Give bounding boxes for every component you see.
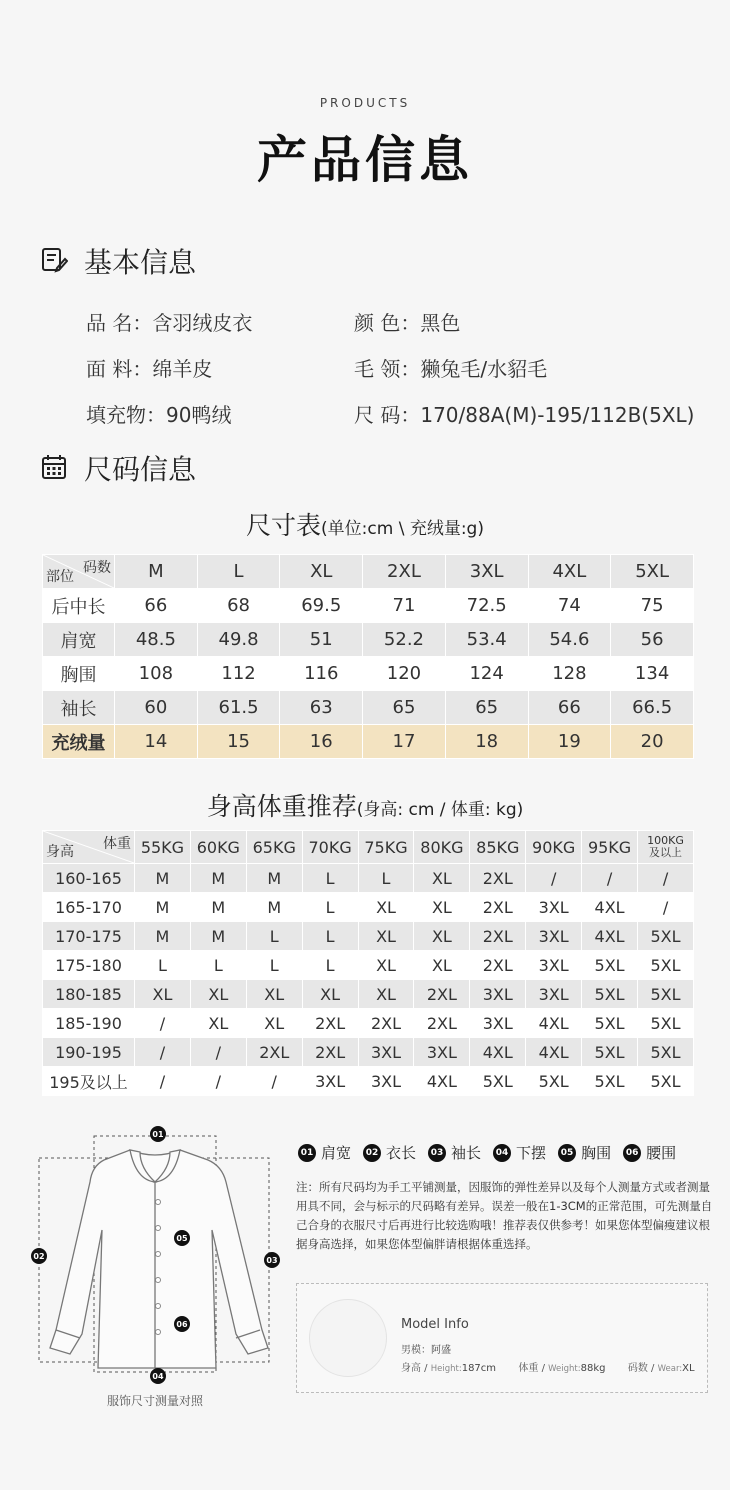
size-header-cell: 4XL bbox=[528, 555, 611, 589]
number-badge: 05 bbox=[558, 1144, 576, 1162]
table-cell: XL bbox=[358, 893, 414, 922]
legend-item bbox=[558, 1142, 611, 1163]
size-header-cell: 5XL bbox=[611, 555, 694, 589]
table-cell: M bbox=[190, 893, 246, 922]
marker-label: 04 bbox=[152, 1372, 164, 1381]
table-cell: 5XL bbox=[582, 1038, 638, 1067]
table-cell: 116 bbox=[280, 657, 363, 691]
table-cell: 66.5 bbox=[611, 691, 694, 725]
table-cell: 4XL bbox=[526, 1038, 582, 1067]
height-label: 195及以上 bbox=[43, 1067, 135, 1096]
corner-top-label: 码数 bbox=[83, 560, 111, 576]
info-value: 绵羊皮 bbox=[152, 357, 213, 381]
table-cell: 15 bbox=[197, 725, 280, 759]
info-row-name bbox=[86, 307, 252, 336]
legend-label: 胸围 bbox=[581, 1144, 612, 1162]
height-label: 180-185 bbox=[43, 980, 135, 1009]
number-badge: 03 bbox=[428, 1144, 446, 1162]
info-value: 90鸭绒 bbox=[166, 403, 232, 427]
table-cell: 14 bbox=[115, 725, 198, 759]
marker-label: 02 bbox=[33, 1252, 45, 1261]
table-cell: L bbox=[302, 864, 358, 893]
table-row bbox=[43, 864, 694, 893]
table-cell: XL bbox=[190, 980, 246, 1009]
size-chart-heading bbox=[0, 506, 730, 542]
table-cell: 5XL bbox=[638, 1009, 694, 1038]
page-title: 产品信息 bbox=[257, 131, 473, 189]
table-cell: 4XL bbox=[414, 1067, 470, 1096]
table-cell: 16 bbox=[280, 725, 363, 759]
info-label: 品 名： bbox=[86, 311, 153, 335]
table-cell: L bbox=[190, 951, 246, 980]
table-cell: 124 bbox=[445, 657, 528, 691]
table-cell: 66 bbox=[115, 589, 198, 623]
height-label: 170-175 bbox=[43, 922, 135, 951]
table-cell: XL bbox=[358, 922, 414, 951]
table-cell: 3XL bbox=[470, 1009, 526, 1038]
model-weight-label: 体重 / bbox=[518, 1363, 549, 1374]
table-cell: 2XL bbox=[470, 922, 526, 951]
legend-item bbox=[493, 1142, 546, 1163]
table-cell: 65 bbox=[363, 691, 446, 725]
model-wear-en: Wear: bbox=[657, 1364, 683, 1374]
table-cell: 3XL bbox=[470, 980, 526, 1009]
table-row bbox=[43, 691, 694, 725]
table-cell: 2XL bbox=[470, 951, 526, 980]
number-badge: 06 bbox=[623, 1144, 641, 1162]
table-cell: XL bbox=[414, 922, 470, 951]
table-row bbox=[43, 1067, 694, 1096]
table-cell: XL bbox=[414, 864, 470, 893]
document-edit-icon bbox=[40, 246, 68, 274]
calendar-grid-icon bbox=[40, 453, 68, 481]
table-cell: 5XL bbox=[638, 922, 694, 951]
info-row-fabric bbox=[86, 353, 212, 382]
weight-header-cell: 60KG bbox=[190, 831, 246, 864]
table-cell: XL bbox=[135, 980, 191, 1009]
recommend-header-row bbox=[43, 831, 694, 864]
table-cell: 5XL bbox=[526, 1067, 582, 1096]
table-cell: XL bbox=[246, 1009, 302, 1038]
legend-item bbox=[363, 1142, 416, 1163]
weight-header-cell: 90KG bbox=[526, 831, 582, 864]
table-cell: 52.2 bbox=[363, 623, 446, 657]
legend-item bbox=[428, 1142, 481, 1163]
table-cell: 63 bbox=[280, 691, 363, 725]
table-cell: L bbox=[246, 951, 302, 980]
info-value: 170/88A(M)-195/112B(5XL) bbox=[420, 403, 695, 427]
marker-label: 05 bbox=[176, 1234, 188, 1243]
model-wear: XL bbox=[682, 1363, 695, 1374]
table-row bbox=[43, 951, 694, 980]
weight-header-cell: 95KG bbox=[582, 831, 638, 864]
table-cell: XL bbox=[358, 980, 414, 1009]
table-cell: 5XL bbox=[638, 951, 694, 980]
row-label: 肩宽 bbox=[43, 623, 115, 657]
garment-measurement-diagram bbox=[20, 1120, 290, 1400]
model-wear-label: 码数 / bbox=[627, 1363, 658, 1374]
table-cell: 49.8 bbox=[197, 623, 280, 657]
weight-header-cell: 65KG bbox=[246, 831, 302, 864]
basic-info-title: 基本信息 bbox=[84, 246, 197, 279]
table-cell: 2XL bbox=[414, 980, 470, 1009]
weight-header-cell: 55KG bbox=[135, 831, 191, 864]
table-cell: 56 bbox=[611, 623, 694, 657]
size-info-title: 尺码信息 bbox=[84, 453, 197, 486]
table-cell: M bbox=[190, 864, 246, 893]
table-cell: 68 bbox=[197, 589, 280, 623]
info-value: 含羽绒皮衣 bbox=[152, 311, 253, 335]
model-height-en: Height: bbox=[430, 1364, 462, 1374]
corner-bottom-label: 部位 bbox=[46, 569, 74, 585]
table-cell: 5XL bbox=[470, 1067, 526, 1096]
height-label: 185-190 bbox=[43, 1009, 135, 1038]
table-cell: 3XL bbox=[526, 922, 582, 951]
model-stats-line bbox=[401, 1359, 695, 1374]
table-cell: 61.5 bbox=[197, 691, 280, 725]
model-name-label: 男模： bbox=[401, 1345, 431, 1356]
table-cell: 72.5 bbox=[445, 589, 528, 623]
weight-header-cell: 80KG bbox=[414, 831, 470, 864]
table-cell: 128 bbox=[528, 657, 611, 691]
table-cell: 2XL bbox=[358, 1009, 414, 1038]
info-row-size bbox=[354, 399, 694, 428]
info-row-color bbox=[354, 307, 460, 336]
table-cell: 71 bbox=[363, 589, 446, 623]
size-chart-unit: (单位:cm \ 充绒量:g) bbox=[321, 519, 484, 539]
legend-item bbox=[298, 1142, 351, 1163]
table-cell: 5XL bbox=[638, 1038, 694, 1067]
recommend-title: 身高体重推荐 bbox=[206, 792, 357, 821]
table-cell: 5XL bbox=[582, 951, 638, 980]
table-cell: / bbox=[638, 893, 694, 922]
table-cell: 2XL bbox=[470, 893, 526, 922]
recommend-heading bbox=[0, 787, 730, 823]
table-cell: L bbox=[302, 893, 358, 922]
info-label: 填充物： bbox=[86, 403, 166, 427]
table-cell: 53.4 bbox=[445, 623, 528, 657]
height-label: 165-170 bbox=[43, 893, 135, 922]
weight-header-line2: 及以上 bbox=[649, 846, 682, 859]
number-badge: 04 bbox=[493, 1144, 511, 1162]
model-name-line bbox=[401, 1341, 451, 1356]
model-info-card bbox=[296, 1283, 708, 1393]
shirt-illustration bbox=[20, 1120, 290, 1400]
table-cell: 3XL bbox=[414, 1038, 470, 1067]
table-cell: / bbox=[638, 864, 694, 893]
table-cell: M bbox=[135, 864, 191, 893]
table-row bbox=[43, 922, 694, 951]
legend-label: 衣长 bbox=[386, 1144, 417, 1162]
size-chart-title: 尺寸表 bbox=[246, 511, 322, 540]
table-cell: 5XL bbox=[582, 1009, 638, 1038]
info-row-filling bbox=[86, 399, 231, 428]
table-cell: L bbox=[358, 864, 414, 893]
table-cell: 2XL bbox=[302, 1009, 358, 1038]
model-height-label: 身高 / bbox=[401, 1363, 431, 1374]
table-cell: L bbox=[246, 922, 302, 951]
info-label: 毛 领： bbox=[354, 357, 421, 381]
legend-label: 袖长 bbox=[451, 1144, 482, 1162]
marker-label: 06 bbox=[176, 1320, 188, 1329]
legend-label: 下摆 bbox=[516, 1144, 547, 1162]
info-label: 颜 色： bbox=[354, 311, 421, 335]
table-cell: 65 bbox=[445, 691, 528, 725]
table-cell: 75 bbox=[611, 589, 694, 623]
table-cell: / bbox=[135, 1038, 191, 1067]
table-row bbox=[43, 893, 694, 922]
table-cell: / bbox=[246, 1067, 302, 1096]
row-label: 充绒量 bbox=[43, 725, 115, 759]
table-cell: 17 bbox=[363, 725, 446, 759]
table-row bbox=[43, 1038, 694, 1067]
marker-label: 03 bbox=[266, 1256, 278, 1265]
table-cell: 4XL bbox=[526, 1009, 582, 1038]
table-cell: / bbox=[190, 1067, 246, 1096]
table-cell: 66 bbox=[528, 691, 611, 725]
size-header-cell: 2XL bbox=[363, 555, 446, 589]
table-cell: 54.6 bbox=[528, 623, 611, 657]
row-label: 袖长 bbox=[43, 691, 115, 725]
table-cell: 5XL bbox=[638, 1067, 694, 1096]
table-cell: 108 bbox=[115, 657, 198, 691]
table-cell: 3XL bbox=[526, 980, 582, 1009]
table-cell: M bbox=[190, 922, 246, 951]
table-cell: XL bbox=[302, 980, 358, 1009]
table-cell: 2XL bbox=[470, 864, 526, 893]
table-cell: / bbox=[190, 1038, 246, 1067]
table-cell: M bbox=[135, 893, 191, 922]
table-cell: 4XL bbox=[582, 893, 638, 922]
model-height: 187cm bbox=[461, 1363, 497, 1374]
table-cell: 3XL bbox=[358, 1067, 414, 1096]
table-cell: XL bbox=[414, 893, 470, 922]
table-cell: L bbox=[302, 922, 358, 951]
table-cell: 60 bbox=[115, 691, 198, 725]
size-chart-header-row bbox=[43, 555, 694, 589]
weight-header-cell: 85KG bbox=[470, 831, 526, 864]
table-cell: 5XL bbox=[582, 1067, 638, 1096]
table-cell: 18 bbox=[445, 725, 528, 759]
table-cell: 19 bbox=[528, 725, 611, 759]
table-cell: M bbox=[135, 922, 191, 951]
recommend-table bbox=[42, 830, 694, 1096]
model-avatar-placeholder bbox=[309, 1299, 387, 1377]
info-label: 尺 码： bbox=[354, 403, 421, 427]
measurement-note: 注：所有尺码均为手工平铺测量，因服饰的弹性差异以及每个人测量方式或者测量用具不同，会与标示的尺码略有差异。误差一般在1-3CM的正常范围，可先测量自己合身的衣服尺寸后再进行比较选购哦！推荐表仅供参考！如果您体型偏瘦建议根据身高选择，如果您体型偏胖请根据体重选择。 bbox=[296, 1180, 713, 1251]
table-cell: 20 bbox=[611, 725, 694, 759]
info-label: 面 料： bbox=[86, 357, 153, 381]
table-cell: L bbox=[135, 951, 191, 980]
table-cell: 120 bbox=[363, 657, 446, 691]
table-cell: XL bbox=[414, 951, 470, 980]
recommend-unit: (身高: cm / 体重: kg) bbox=[356, 800, 524, 820]
table-cell: 74 bbox=[528, 589, 611, 623]
number-badge: 01 bbox=[298, 1144, 316, 1162]
table-row-highlight bbox=[43, 725, 694, 759]
table-cell: 2XL bbox=[414, 1009, 470, 1038]
table-cell: 3XL bbox=[358, 1038, 414, 1067]
weight-header-cell-last bbox=[638, 831, 694, 864]
marker-label: 01 bbox=[152, 1130, 164, 1139]
info-row-collar bbox=[354, 353, 547, 382]
table-row bbox=[43, 589, 694, 623]
table-row bbox=[43, 980, 694, 1009]
table-cell: 134 bbox=[611, 657, 694, 691]
table-cell: 3XL bbox=[302, 1067, 358, 1096]
weight-header-cell: 70KG bbox=[302, 831, 358, 864]
corner-bottom-label: 身高 bbox=[46, 844, 74, 860]
table-cell: 69.5 bbox=[280, 589, 363, 623]
weight-header-cell: 75KG bbox=[358, 831, 414, 864]
table-cell: / bbox=[135, 1009, 191, 1038]
weight-header-line1: 100KG bbox=[647, 834, 684, 847]
table-cell: / bbox=[526, 864, 582, 893]
table-cell: 2XL bbox=[302, 1038, 358, 1067]
corner-top-label: 体重 bbox=[103, 836, 131, 852]
model-name: 阿盛 bbox=[431, 1345, 451, 1356]
table-row bbox=[43, 623, 694, 657]
table-row bbox=[43, 1009, 694, 1038]
height-label: 190-195 bbox=[43, 1038, 135, 1067]
table-cell: 2XL bbox=[246, 1038, 302, 1067]
table-cell: / bbox=[135, 1067, 191, 1096]
table-cell: 48.5 bbox=[115, 623, 198, 657]
size-chart-table bbox=[42, 554, 694, 759]
number-badge: 02 bbox=[363, 1144, 381, 1162]
size-header-cell: L bbox=[197, 555, 280, 589]
legend-item bbox=[623, 1142, 676, 1163]
table-cell: 3XL bbox=[526, 951, 582, 980]
table-cell: XL bbox=[358, 951, 414, 980]
info-value: 黑色 bbox=[420, 311, 461, 335]
size-chart-corner bbox=[43, 555, 115, 589]
row-label: 后中长 bbox=[43, 589, 115, 623]
height-label: 175-180 bbox=[43, 951, 135, 980]
size-header-cell: 3XL bbox=[445, 555, 528, 589]
height-label: 160-165 bbox=[43, 864, 135, 893]
table-cell: M bbox=[246, 893, 302, 922]
page-kicker: PRODUCTS bbox=[319, 96, 411, 110]
model-info-title: Model Info bbox=[401, 1317, 469, 1332]
table-cell: / bbox=[582, 864, 638, 893]
size-header-cell: M bbox=[115, 555, 198, 589]
table-cell: 112 bbox=[197, 657, 280, 691]
table-row bbox=[43, 657, 694, 691]
recommend-corner bbox=[43, 831, 135, 864]
size-header-cell: XL bbox=[280, 555, 363, 589]
table-cell: 5XL bbox=[638, 980, 694, 1009]
table-cell: M bbox=[246, 864, 302, 893]
table-cell: 4XL bbox=[582, 922, 638, 951]
table-cell: 4XL bbox=[470, 1038, 526, 1067]
model-weight: 88kg bbox=[580, 1363, 606, 1374]
measure-legend bbox=[298, 1142, 676, 1163]
info-value: 獭兔毛/水貂毛 bbox=[420, 357, 548, 381]
table-cell: XL bbox=[246, 980, 302, 1009]
legend-label: 腰围 bbox=[646, 1144, 677, 1162]
legend-label: 肩宽 bbox=[321, 1144, 352, 1162]
row-label: 胸围 bbox=[43, 657, 115, 691]
table-cell: 51 bbox=[280, 623, 363, 657]
table-cell: 3XL bbox=[526, 893, 582, 922]
table-cell: 5XL bbox=[582, 980, 638, 1009]
model-weight-en: Weight: bbox=[548, 1364, 581, 1374]
diagram-caption: 服饰尺寸测量对照 bbox=[106, 1394, 203, 1408]
table-cell: XL bbox=[190, 1009, 246, 1038]
table-cell: L bbox=[302, 951, 358, 980]
